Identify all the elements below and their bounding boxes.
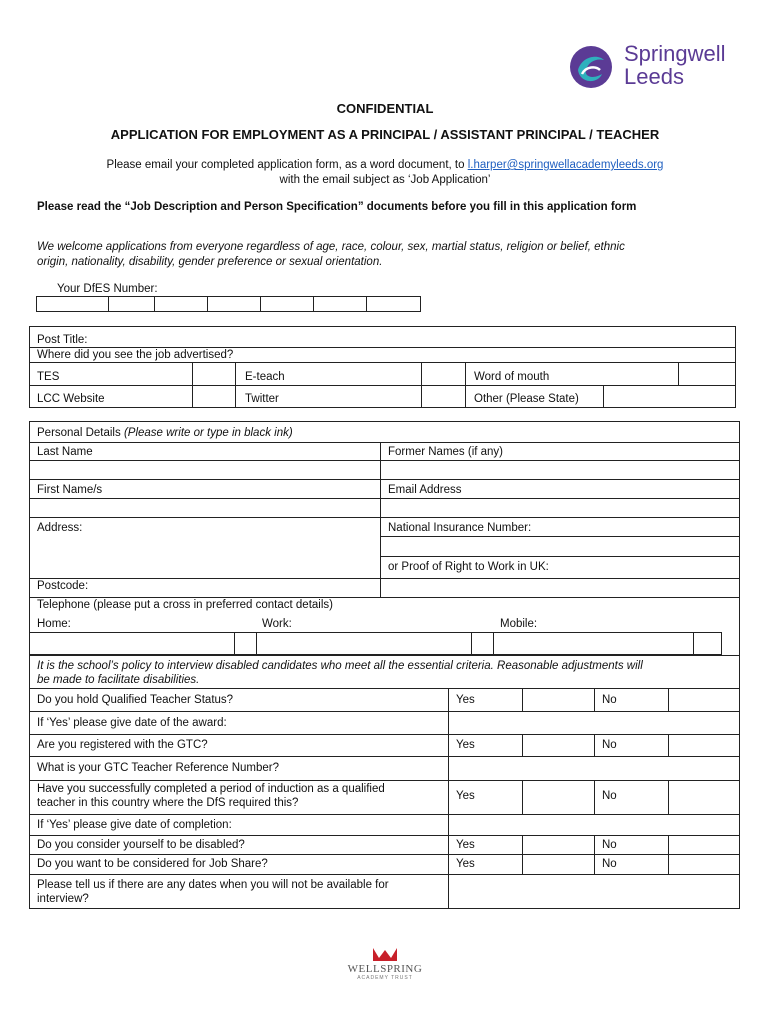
disability-policy-line2: be made to facilitate disabilities. bbox=[37, 674, 200, 686]
dfes-box-5[interactable] bbox=[260, 296, 314, 312]
email-instruction bbox=[0, 159, 770, 171]
option-tes: TES bbox=[37, 371, 60, 383]
email-subject-instruction: with the email subject as ‘Job Application’ bbox=[279, 174, 491, 186]
mobile-label: Mobile: bbox=[500, 618, 538, 630]
interview-dates-question-line2: interview? bbox=[37, 893, 89, 905]
springwell-logo bbox=[568, 40, 748, 90]
induction-no-label: No bbox=[602, 790, 617, 802]
job-share-question: Do you want to be considered for Job Share? bbox=[37, 858, 268, 870]
disabled-yes-box[interactable] bbox=[523, 836, 593, 853]
work-phone-input[interactable] bbox=[256, 632, 472, 655]
home-phone-input[interactable] bbox=[29, 632, 235, 655]
job-share-no-box[interactable] bbox=[669, 855, 739, 873]
welcome-statement-line2: origin, nationality, disability, gender preference or sexual orientation. bbox=[37, 256, 383, 268]
disabled-no-label: No bbox=[602, 839, 617, 851]
email-address-label: Email Address bbox=[388, 484, 462, 496]
word-of-mouth-checkbox[interactable] bbox=[679, 363, 735, 384]
first-name-label: First Name/s bbox=[37, 484, 103, 496]
gtc-no-label: No bbox=[602, 739, 617, 751]
disabled-question: Do you consider yourself to be disabled? bbox=[37, 839, 245, 851]
telephone-label: Telephone (please put a cross in preferred contact details) bbox=[37, 599, 333, 611]
induction-yes-box[interactable] bbox=[523, 781, 593, 813]
home-preferred-checkbox[interactable] bbox=[234, 632, 257, 655]
mobile-preferred-checkbox[interactable] bbox=[693, 632, 722, 655]
page-title: APPLICATION FOR EMPLOYMENT AS A PRINCIPAL / ASSISTANT PRINCIPAL / TEACHER bbox=[110, 127, 660, 142]
right-to-work-label: or Proof of Right to Work in UK: bbox=[388, 561, 549, 573]
qts-yes-box[interactable] bbox=[523, 689, 593, 710]
dfes-box-7[interactable] bbox=[366, 296, 421, 312]
dfes-label: Your DfES Number: bbox=[57, 283, 158, 295]
address-label: Address: bbox=[37, 522, 83, 534]
read-documents-notice: Please read the “Job Description and Person Specification” documents before you fill in this application form bbox=[37, 201, 637, 213]
qts-question: Do you hold Qualified Teacher Status? bbox=[37, 694, 234, 706]
dfes-box-1[interactable] bbox=[36, 296, 109, 312]
dfes-box-6[interactable] bbox=[313, 296, 367, 312]
post-title-label: Post Title: bbox=[37, 334, 88, 346]
personal-details-heading bbox=[37, 427, 293, 439]
logo-line1: Springwell bbox=[624, 41, 726, 66]
personal-details-title: Personal Details bbox=[37, 427, 121, 439]
confidential-heading: CONFIDENTIAL bbox=[336, 101, 434, 116]
wellspring-subtitle: ACADEMY TRUST bbox=[357, 975, 413, 981]
last-name-input[interactable] bbox=[30, 461, 380, 478]
qts-yes-label: Yes bbox=[456, 694, 475, 706]
induction-yes-label: Yes bbox=[456, 790, 475, 802]
email-instruction-text: Please email your completed application form, as a word document, to bbox=[106, 159, 468, 171]
tes-checkbox[interactable] bbox=[193, 363, 234, 384]
disabled-yes-label: Yes bbox=[456, 839, 475, 851]
option-other: Other (Please State) bbox=[474, 393, 579, 405]
former-names-label: Former Names (if any) bbox=[388, 446, 504, 458]
induction-question-line1: Have you successfully completed a period of induction as a qualified bbox=[37, 783, 385, 795]
induction-question-line2: teacher in this country where the DfS required this? bbox=[37, 797, 299, 809]
completion-date-question: If ‘Yes’ please give date of completion: bbox=[37, 819, 232, 831]
right-to-work-input[interactable] bbox=[381, 579, 739, 596]
wellspring-name: WELLSPRING bbox=[347, 963, 423, 975]
wellspring-mark-icon bbox=[372, 946, 398, 962]
qts-date-input[interactable] bbox=[449, 712, 739, 733]
option-word-of-mouth: Word of mouth bbox=[474, 371, 550, 383]
lcc-website-checkbox[interactable] bbox=[193, 386, 234, 407]
ni-number-label: National Insurance Number: bbox=[388, 522, 532, 534]
other-please-state-input[interactable] bbox=[604, 386, 735, 407]
dfes-box-3[interactable] bbox=[154, 296, 208, 312]
home-label: Home: bbox=[37, 618, 71, 630]
former-names-input[interactable] bbox=[381, 461, 739, 478]
dfes-box-4[interactable] bbox=[207, 296, 261, 312]
completion-date-input[interactable] bbox=[449, 815, 739, 834]
last-name-label: Last Name bbox=[37, 446, 93, 458]
disabled-no-box[interactable] bbox=[669, 836, 739, 853]
gtc-reference-input[interactable] bbox=[449, 757, 739, 779]
job-share-yes-label: Yes bbox=[456, 858, 475, 870]
twitter-checkbox[interactable] bbox=[422, 386, 464, 407]
gtc-yes-box[interactable] bbox=[523, 735, 593, 755]
springwell-logo-mark-icon bbox=[568, 44, 614, 90]
interview-dates-question-line1: Please tell us if there are any dates when you will not be available for bbox=[37, 879, 389, 891]
option-eteach: E-teach bbox=[245, 371, 285, 383]
dfes-box-2[interactable] bbox=[108, 296, 155, 312]
induction-no-box[interactable] bbox=[669, 781, 739, 813]
address-input[interactable] bbox=[30, 537, 380, 577]
disability-policy-line1: It is the school’s policy to interview disabled candidates who meet all the essential criteria. Reasonable adjustments will bbox=[37, 660, 643, 672]
personal-details-note: (Please write or type in black ink) bbox=[123, 427, 293, 439]
interview-dates-input[interactable] bbox=[449, 875, 739, 908]
qts-no-label: No bbox=[602, 694, 617, 706]
qts-date-question: If ‘Yes’ please give date of the award: bbox=[37, 717, 227, 729]
option-lcc-website: LCC Website bbox=[37, 393, 105, 405]
gtc-no-box[interactable] bbox=[669, 735, 739, 755]
mobile-phone-input[interactable] bbox=[493, 632, 694, 655]
email-address-input[interactable] bbox=[381, 499, 739, 516]
gtc-yes-label: Yes bbox=[456, 739, 475, 751]
postcode-label: Postcode: bbox=[37, 580, 89, 592]
first-name-input[interactable] bbox=[30, 499, 380, 516]
welcome-statement-line1: We welcome applications from everyone regardless of age, race, colour, sex, martial status, religion or belief, ethnic bbox=[37, 241, 625, 253]
wellspring-logo bbox=[335, 946, 435, 986]
gtc-question: Are you registered with the GTC? bbox=[37, 739, 208, 751]
where-seen-label: Where did you see the job advertised? bbox=[37, 349, 234, 361]
job-share-no-label: No bbox=[602, 858, 617, 870]
email-link[interactable]: l.harper@springwellacademyleeds.org bbox=[467, 159, 664, 171]
job-share-yes-box[interactable] bbox=[523, 855, 593, 873]
gtc-reference-question: What is your GTC Teacher Reference Number? bbox=[37, 762, 280, 774]
ni-number-input[interactable] bbox=[381, 537, 739, 555]
option-twitter: Twitter bbox=[245, 393, 279, 405]
eteach-checkbox[interactable] bbox=[422, 363, 464, 384]
work-label: Work: bbox=[262, 618, 292, 630]
work-preferred-checkbox[interactable] bbox=[471, 632, 494, 655]
qts-no-box[interactable] bbox=[669, 689, 739, 710]
logo-line2: Leeds bbox=[624, 64, 684, 89]
